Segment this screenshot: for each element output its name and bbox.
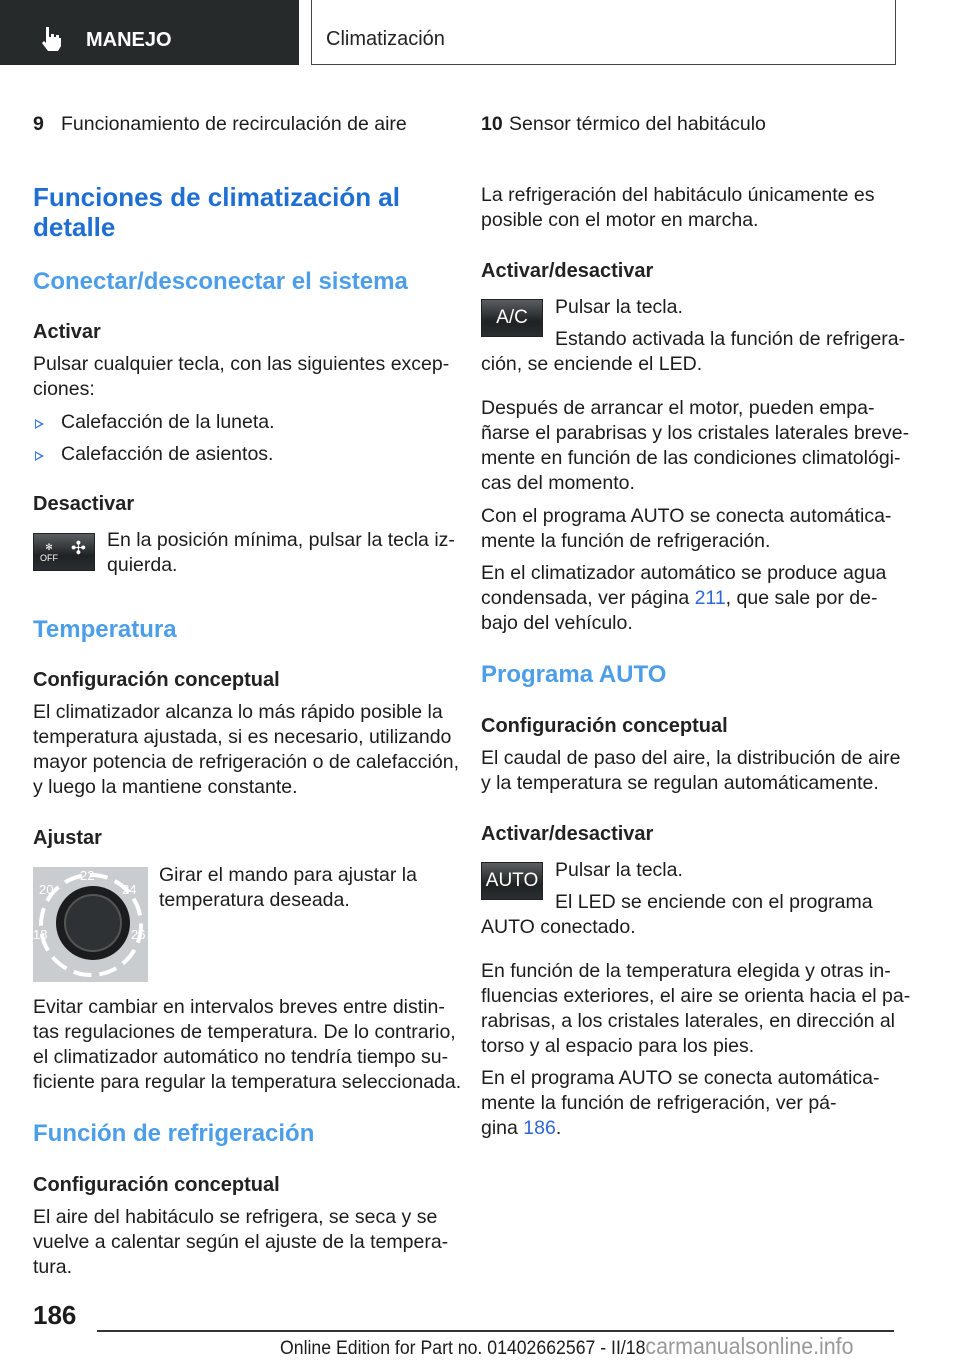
paragraph-line: Girar el mando para ajustar la — [159, 864, 417, 886]
paragraph-line: Pulsar cualquier tecla, con las siguientes excep- — [33, 353, 450, 375]
paragraph-line: Estando activada la función de refrigera- — [555, 328, 906, 350]
paragraph-line: fluencias exteriores, el aire se orienta hacia el pa- — [481, 985, 911, 1007]
paragraph-line: En la posición mínima, pulsar la tecla iz- — [107, 529, 455, 551]
text-segment: . — [555, 1117, 562, 1139]
chapter-title: Climatización — [326, 28, 445, 50]
heading-3: Configuración conceptual — [33, 669, 280, 691]
paragraph-line: cas del momento. — [481, 472, 635, 494]
heading-2: Programa AUTO — [481, 661, 667, 688]
dial-tick: 20 — [39, 882, 54, 897]
paragraph-line: tas regulaciones de temperatura. De lo contrario, — [33, 1021, 456, 1043]
paragraph-line: rabrisas, a los cristales laterales, en dirección al — [481, 1010, 896, 1032]
dial-tick: 24 — [122, 882, 137, 897]
paragraph-line: el climatizador automático no tendría tiempo su- — [33, 1046, 449, 1068]
edition-text: Online Edition for Part no. 01402662567 - II/18 — [280, 1338, 646, 1359]
paragraph-line — [481, 1116, 561, 1141]
bullet-triangle-icon — [35, 419, 44, 429]
paragraph-line: tura. — [33, 1256, 73, 1278]
paragraph-line: mente la función de refrigeración, ver pá- — [481, 1092, 837, 1114]
dial-tick: 26 — [131, 927, 146, 942]
section-tab — [0, 0, 299, 65]
footer-divider — [97, 1330, 894, 1332]
paragraph-line: El LED se enciende con el programa — [555, 891, 873, 913]
paragraph-line: En el programa AUTO se conecta automática- — [481, 1067, 880, 1089]
legend-item — [33, 112, 407, 137]
paragraph-line: ción, se enciende el LED. — [481, 353, 703, 375]
paragraph-line: bajo del vehículo. — [481, 612, 633, 634]
bullet-triangle-icon — [35, 451, 44, 461]
legend-number: 10 — [481, 113, 503, 135]
text-segment: condensada, ver página — [481, 587, 695, 609]
legend-number: 9 — [33, 113, 44, 135]
paragraph-line — [481, 586, 877, 611]
paragraph-line: El caudal de paso del aire, la distribución de aire — [481, 747, 901, 769]
section-title: MANEJO — [86, 29, 172, 51]
paragraph-line: AUTO conectado. — [481, 916, 636, 938]
legend-text: Funcionamiento de recirculación de aire — [61, 113, 407, 135]
ac-button-image: A/C — [481, 299, 543, 337]
heading-1: Funciones de climatización al — [33, 182, 400, 212]
paragraph-line: torso y al espacio para los pies. — [481, 1035, 755, 1057]
paragraph-line: vuelve a calentar según el ajuste de la tempera- — [33, 1231, 449, 1253]
paragraph-line: Pulsar la tecla. — [555, 859, 683, 881]
paragraph-line: mayor potencia de refrigeración o de calefacción, — [33, 751, 459, 773]
heading-3: Configuración conceptual — [33, 1174, 280, 1196]
page-link[interactable]: 186 — [523, 1117, 556, 1139]
fan-button-image — [33, 533, 95, 571]
page-number: 186 — [33, 1300, 77, 1330]
paragraph-line: y luego la mantiene constante. — [33, 776, 298, 798]
heading-1: detalle — [33, 212, 116, 242]
footer-text — [280, 1333, 854, 1360]
page-link[interactable]: 211 — [694, 587, 726, 609]
paragraph-line: El aire del habitáculo se refrigera, se seca y se — [33, 1206, 438, 1228]
hand-pointer-icon — [40, 26, 64, 52]
paragraph-line: mente la función de refrigeración. — [481, 530, 771, 552]
heading-2: Función de refrigeración — [33, 1120, 315, 1147]
paragraph-line: Pulsar la tecla. — [555, 296, 683, 318]
paragraph-line: En el climatizador automático se produce agua — [481, 562, 887, 584]
fan-off-icon: ✻ OFF — [40, 542, 58, 563]
watermark: carmanualsonline.info — [645, 1333, 854, 1359]
heading-3: Activar — [33, 321, 101, 343]
heading-2: Conectar/desconectar el sistema — [33, 268, 408, 295]
heading-3: Ajustar — [33, 827, 102, 849]
heading-2: Temperatura — [33, 616, 177, 643]
paragraph-line: Evitar cambiar en intervalos breves entre distin- — [33, 996, 445, 1018]
heading-3: Configuración conceptual — [481, 715, 728, 737]
legend-item — [481, 112, 766, 137]
paragraph-line: temperatura ajustada, si es necesario, utilizando — [33, 726, 452, 748]
temperature-dial-image — [33, 867, 148, 982]
paragraph-line: posible con el motor en marcha. — [481, 209, 759, 231]
paragraph-line: quierda. — [107, 554, 178, 576]
legend-text: Sensor térmico del habitáculo — [509, 113, 766, 135]
fan-off-label: OFF — [40, 553, 58, 563]
fan-icon: ✣ — [70, 538, 86, 558]
heading-3: Activar/desactivar — [481, 823, 654, 845]
dial-tick: 18 — [33, 927, 48, 942]
paragraph-line: La refrigeración del habitáculo únicamente es — [481, 184, 875, 206]
text-segment: gina — [481, 1117, 524, 1139]
dial-icon — [33, 867, 148, 982]
paragraph-line: ñarse el parabrisas y los cristales laterales breve- — [481, 422, 910, 444]
auto-button-image: AUTO — [481, 862, 543, 900]
paragraph-line: En función de la temperatura elegida y otras in- — [481, 960, 891, 982]
paragraph-line: ciones: — [33, 378, 95, 400]
paragraph-line: temperatura deseada. — [159, 889, 350, 911]
bullet-item: Calefacción de asientos. — [61, 443, 274, 465]
text-segment: , que sale por de- — [725, 587, 878, 609]
chapter-tab — [311, 0, 896, 65]
heading-3: Desactivar — [33, 493, 135, 515]
paragraph-line: Con el programa AUTO se conecta automática- — [481, 505, 892, 527]
dial-tick: 22 — [80, 868, 95, 883]
paragraph-line: y la temperatura se regulan automáticamente. — [481, 772, 879, 794]
paragraph-line: Después de arrancar el motor, pueden empa- — [481, 397, 875, 419]
bullet-item: Calefacción de la luneta. — [61, 411, 275, 433]
heading-3: Activar/desactivar — [481, 260, 654, 282]
paragraph-line: mente en función de las condiciones climatológi- — [481, 447, 901, 469]
paragraph-line: El climatizador alcanza lo más rápido posible la — [33, 701, 443, 723]
paragraph-line: ficiente para regular la temperatura seleccionada. — [33, 1071, 462, 1093]
